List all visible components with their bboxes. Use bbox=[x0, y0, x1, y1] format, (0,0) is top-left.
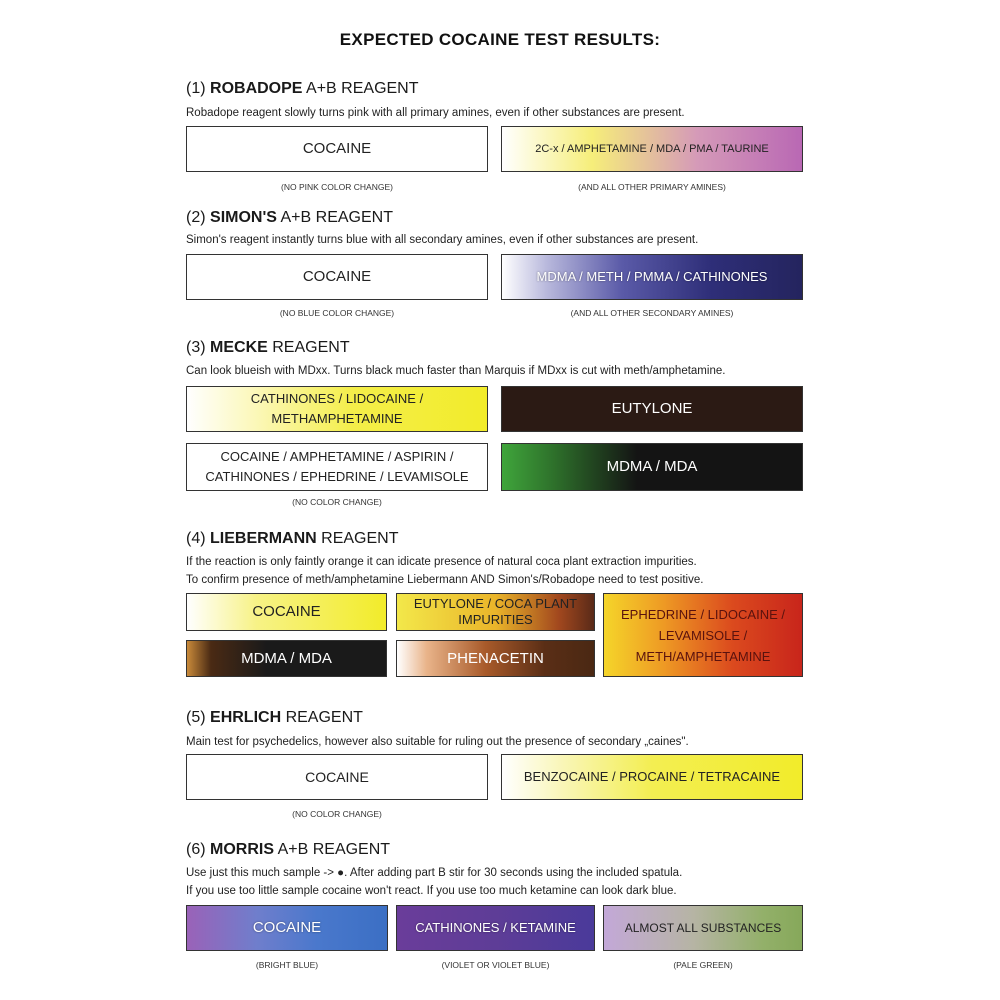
section-number: (2) bbox=[186, 209, 206, 226]
reagent-suffix: REAGENT bbox=[272, 339, 350, 356]
result-caption: (NO BLUE COLOR CHANGE) bbox=[279, 308, 395, 318]
result-box-cocaine: COCAINE bbox=[186, 905, 388, 951]
result-caption: (AND ALL OTHER PRIMARY AMINES) bbox=[578, 182, 726, 192]
result-caption: (NO PINK COLOR CHANGE) bbox=[281, 182, 393, 192]
result-caption: (NO COLOR CHANGE) bbox=[292, 809, 382, 819]
result-box-mdma: MDMA / MDA bbox=[501, 443, 803, 491]
section-heading-liebermann bbox=[186, 530, 398, 548]
section-number: (6) bbox=[186, 841, 206, 858]
section-heading-mecke bbox=[186, 339, 350, 357]
result-caption: (PALE GREEN) bbox=[673, 960, 733, 970]
result-caption: (AND ALL OTHER SECONDARY AMINES) bbox=[570, 308, 734, 318]
result-box-cocaine: COCAINE bbox=[186, 254, 488, 300]
reagent-name: MORRIS bbox=[210, 841, 275, 858]
section-number: (5) bbox=[186, 709, 206, 726]
result-box-almost-all: ALMOST ALL SUBSTANCES bbox=[603, 905, 803, 951]
reagent-name: EHRLICH bbox=[210, 709, 282, 726]
result-box-eutylone: EUTYLONE / COCA PLANT IMPURITIES bbox=[396, 593, 595, 631]
result-box-cocaine: COCAINE bbox=[186, 126, 488, 172]
result-box-secondary-amines: MDMA / METH / PMMA / CATHINONES bbox=[501, 254, 803, 300]
section-description: Use just this much sample -> ●. After adding part B stir for 30 seconds using the included spatula. bbox=[186, 867, 683, 879]
reagent-name: MECKE bbox=[210, 339, 268, 356]
result-caption: (VIOLET OR VIOLET BLUE) bbox=[441, 960, 550, 970]
result-box-mdma: MDMA / MDA bbox=[186, 640, 387, 677]
reagent-suffix: REAGENT bbox=[285, 709, 363, 726]
reagent-name: LIEBERMANN bbox=[210, 530, 317, 547]
section-description: To confirm presence of meth/amphetamine Liebermann AND Simon's/Robadope need to test positive. bbox=[186, 574, 704, 586]
section-description: If the reaction is only faintly orange it can idicate presence of natural coca plant extraction impurities. bbox=[186, 556, 697, 568]
reagent-suffix: A+B REAGENT bbox=[306, 80, 419, 97]
reagent-name: SIMON'S bbox=[210, 209, 277, 226]
result-box-ketamine: CATHINONES / KETAMINE bbox=[396, 905, 595, 951]
section-description: If you use too little sample cocaine won't react. If you use too much ketamine can look dark blue. bbox=[186, 885, 677, 897]
reagent-name: ROBADOPE bbox=[210, 80, 303, 97]
result-box-phenacetin: PHENACETIN bbox=[396, 640, 595, 677]
result-box-cocaine: COCAINE / AMPHETAMINE / ASPIRIN / CATHINONES / EPHEDRINE / LEVAMISOLE bbox=[186, 443, 488, 491]
result-box-caines: BENZOCAINE / PROCAINE / TETRACAINE bbox=[501, 754, 803, 800]
reagent-suffix: A+B REAGENT bbox=[277, 841, 391, 858]
section-description: Can look blueish with MDxx. Turns black much faster than Marquis if MDxx is cut with meth/amphetamine. bbox=[186, 365, 726, 377]
section-number: (4) bbox=[186, 530, 206, 547]
result-box-ephedrine: EPHEDRINE / LIDOCAINE / LEVAMISOLE / METH/AMPHETAMINE bbox=[603, 593, 803, 677]
section-number: (3) bbox=[186, 339, 206, 356]
section-heading-morris bbox=[186, 841, 390, 859]
result-caption: (NO COLOR CHANGE) bbox=[292, 497, 382, 507]
result-box-primary-amines: 2C-x / AMPHETAMINE / MDA / PMA / TAURINE bbox=[501, 126, 803, 172]
result-box-cocaine: COCAINE bbox=[186, 754, 488, 800]
reagent-suffix: REAGENT bbox=[321, 530, 399, 547]
page-title: EXPECTED COCAINE TEST RESULTS: bbox=[339, 30, 661, 49]
result-caption: (BRIGHT BLUE) bbox=[255, 960, 319, 970]
section-description: Main test for psychedelics, however also suitable for ruling out the presence of secondary „caines". bbox=[186, 736, 689, 748]
result-box-cathinones: CATHINONES / LIDOCAINE / METHAMPHETAMINE bbox=[186, 386, 488, 432]
reagent-suffix: A+B REAGENT bbox=[280, 209, 393, 226]
section-description: Simon's reagent instantly turns blue with all secondary amines, even if other substances are present. bbox=[186, 234, 699, 246]
section-description: Robadope reagent slowly turns pink with all primary amines, even if other substances are present. bbox=[186, 107, 685, 119]
section-heading-simons bbox=[186, 209, 393, 227]
section-number: (1) bbox=[186, 80, 206, 97]
section-heading-ehrlich bbox=[186, 709, 363, 727]
section-heading-robadope bbox=[186, 80, 419, 98]
result-box-eutylone: EUTYLONE bbox=[501, 386, 803, 432]
result-box-cocaine: COCAINE bbox=[186, 593, 387, 631]
